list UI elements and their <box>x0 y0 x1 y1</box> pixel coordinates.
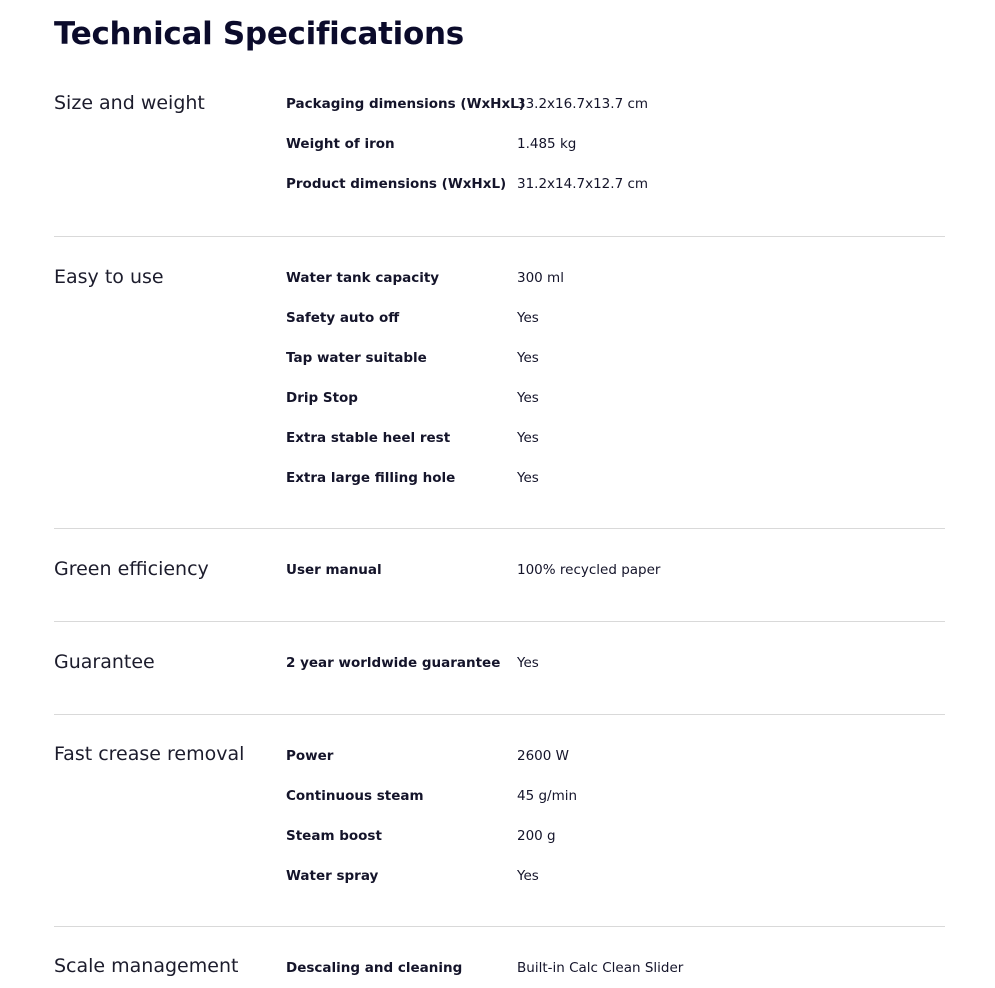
spec-label: Safety auto off <box>286 310 400 326</box>
spec-label: Tap water suitable <box>286 350 427 366</box>
spec-value: 2600 W <box>517 748 569 764</box>
spec-label: Extra large filling hole <box>286 470 456 486</box>
spec-row <box>286 746 936 766</box>
spec-label: 2 year worldwide guarantee <box>286 655 501 671</box>
spec-value: Built-in Calc Clean Slider <box>517 960 684 976</box>
spec-row <box>286 94 936 114</box>
spec-section-fast-crease-removal <box>54 714 945 927</box>
spec-section-easy-to-use <box>54 236 945 529</box>
section-title: Size and weight <box>54 92 205 114</box>
spec-row <box>286 268 936 288</box>
spec-label: Water tank capacity <box>286 270 440 286</box>
spec-value: 45 g/min <box>517 788 578 804</box>
spec-row <box>286 348 936 368</box>
spec-value: Yes <box>517 350 539 366</box>
spec-row <box>286 786 936 806</box>
spec-value: 200 g <box>517 828 556 844</box>
spec-value: Yes <box>517 390 539 406</box>
section-title: Fast crease removal <box>54 743 245 765</box>
spec-row <box>286 560 936 580</box>
section-title: Scale management <box>54 955 239 977</box>
spec-row <box>286 958 936 978</box>
spec-label: Product dimensions (WxHxL) <box>286 176 507 192</box>
spec-row <box>286 826 936 846</box>
spec-value: Yes <box>517 430 539 446</box>
section-title: Easy to use <box>54 266 164 288</box>
spec-value: 31.2x14.7x12.7 cm <box>517 176 649 192</box>
spec-value: Yes <box>517 470 539 486</box>
spec-label: Weight of iron <box>286 136 395 152</box>
spec-value: 1.485 kg <box>517 136 577 152</box>
spec-row <box>286 174 936 194</box>
spec-label: Steam boost <box>286 828 382 844</box>
spec-row <box>286 428 936 448</box>
spec-row <box>286 866 936 886</box>
section-title: Green efficiency <box>54 558 209 580</box>
spec-value: Yes <box>517 310 539 326</box>
spec-label: Extra stable heel rest <box>286 430 451 446</box>
spec-value: 100% recycled paper <box>517 562 661 578</box>
spec-value: Yes <box>517 655 539 671</box>
spec-row <box>286 388 936 408</box>
spec-label: Power <box>286 748 334 764</box>
spec-label: Water spray <box>286 868 379 884</box>
spec-row <box>286 134 936 154</box>
spec-section-size-and-weight <box>54 0 945 236</box>
page-title: Technical Specifications <box>54 16 464 52</box>
spec-row <box>286 308 936 328</box>
spec-label: Packaging dimensions (WxHxL) <box>286 96 525 112</box>
spec-value: 33.2x16.7x13.7 cm <box>517 96 649 112</box>
spec-row <box>286 653 936 673</box>
spec-value: Yes <box>517 868 539 884</box>
section-title: Guarantee <box>54 651 155 673</box>
spec-label: Drip Stop <box>286 390 358 406</box>
spec-section-scale-management <box>54 926 945 988</box>
spec-label: Descaling and cleaning <box>286 960 463 976</box>
spec-label: Continuous steam <box>286 788 424 804</box>
spec-section-guarantee <box>54 621 945 715</box>
spec-row <box>286 468 936 488</box>
spec-value: 300 ml <box>517 270 564 286</box>
spec-section-green-efficiency <box>54 528 945 622</box>
spec-label: User manual <box>286 562 382 578</box>
